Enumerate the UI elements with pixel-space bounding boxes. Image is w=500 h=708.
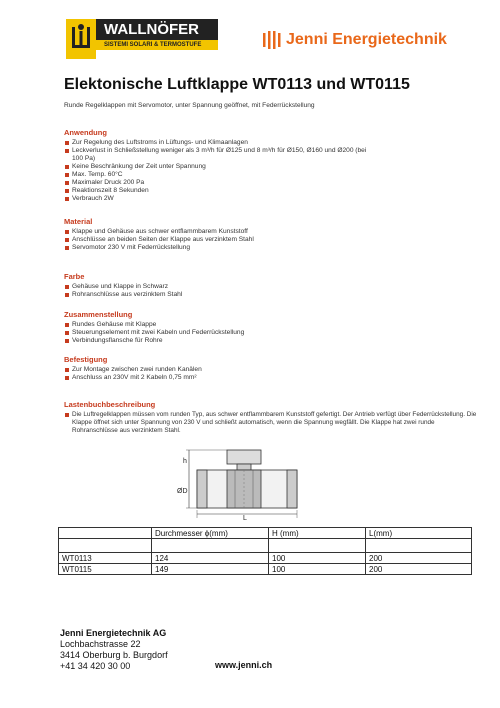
list-item: Rundes Gehäuse mit Klappe: [64, 321, 464, 329]
wallnoefer-emblem-icon: [66, 19, 96, 59]
list-item: Gehäuse und Klappe in Schwarz: [64, 283, 464, 291]
wallnoefer-tagline: SISTEMI SOLARI & TERMOSTUFE: [96, 40, 218, 50]
jenni-name: Jenni Energietechnik: [286, 31, 447, 48]
list-item: Servomotor 230 V mit Federrückstellung: [64, 244, 464, 252]
list-item: Rohranschlüsse aus verzinktem Stahl: [64, 291, 464, 299]
jenni-logo: [262, 28, 467, 52]
footer-street: Lochbachstrasse 22: [60, 639, 141, 649]
list-anwendung: [64, 139, 464, 203]
list-item: Zur Montage zwischen zwei runden Kanälen: [64, 366, 464, 374]
table-header: [59, 528, 152, 539]
table-header: H (mm): [269, 528, 366, 539]
footer-phone: +41 34 420 30 00: [60, 661, 131, 671]
list-item: Anschlüsse an beiden Seiten der Klappe aus verzinktem Stahl: [64, 236, 464, 244]
heading-lastenbuch: Lastenbuchbeschreibung: [64, 400, 156, 409]
list-item: Reaktionszeit 8 Sekunden: [64, 187, 464, 195]
heading-farbe: Farbe: [64, 272, 85, 281]
heading-befestigung: Befestigung: [64, 355, 108, 364]
wallnoefer-name: WALLNÖFER: [96, 19, 218, 40]
intro-text: Runde Regelklappen mit Servomotor, unter Spannung geöffnet, mit Federrückstellung: [64, 102, 315, 109]
label-d: ØD: [177, 488, 188, 495]
table-row: [59, 564, 472, 575]
list-item: Maximaler Druck 200 Pa: [64, 179, 464, 187]
jenni-emblem-icon: [262, 28, 282, 52]
table-cell: 100: [269, 553, 366, 564]
heading-material: Material: [64, 217, 93, 226]
list-item: Zur Regelung des Luftstroms in Lüftungs- und Klimaanlagen: [64, 139, 464, 147]
table-header: Durchmesser ϕ(mm): [152, 528, 269, 539]
label-h: h: [183, 458, 187, 465]
footer-website-link[interactable]: www.jenni.ch: [215, 660, 273, 670]
table-header-row: [59, 528, 472, 539]
wallnoefer-logo: [66, 19, 218, 59]
list-item: Keine Beschränkung der Zeit unter Spannung: [64, 163, 464, 171]
label-l: L: [243, 515, 247, 520]
list-item: Leckverlust in Schließstellung weniger als 3 m³/h für Ø125 und 8 m³/h für Ø150, Ø160 und Ø200 (bei 100 Pa): [64, 147, 372, 163]
table-cell: 200: [366, 564, 472, 575]
list-befestigung: [64, 366, 464, 382]
table-spacer-row: [59, 539, 472, 553]
list-zusammenstellung: [64, 321, 464, 345]
table-header: L(mm): [366, 528, 472, 539]
list-item: Verbindungsflansche für Rohre: [64, 337, 464, 345]
list-item: Die Luftregelklappen müssen vom runden Typ, aus schwer entflammbarem Kunststoff gefertigt. Der Antrieb verfügt über Federrückstellung. Die Klappe öffnet sich unter Spannung von 230 V und schließt automatisch, wenn die Spannung wegfällt. Die Klappe hat zwei runde Rohranschlüsse aus verzinktem Stahl.: [64, 411, 480, 435]
list-material: [64, 228, 464, 252]
table-row: [59, 553, 472, 564]
heading-zusammenstellung: Zusammenstellung: [64, 310, 133, 319]
table-cell: WT0115: [59, 564, 152, 575]
footer-company: Jenni Energietechnik AG: [60, 628, 167, 638]
list-item: Steuerungselement mit zwei Kabeln und Federrückstellung: [64, 329, 464, 337]
list-lastenbuch: [64, 411, 480, 435]
footer-city: 3414 Oberburg b. Burgdorf: [60, 650, 168, 660]
damper-diagram: [175, 448, 325, 520]
table-cell: WT0113: [59, 553, 152, 564]
table-cell: 124: [152, 553, 269, 564]
page-title: Elektonische Luftklappe WT0113 und WT0115: [64, 76, 410, 93]
list-item: Verbrauch 2W: [64, 195, 464, 203]
list-farbe: [64, 283, 464, 299]
table-cell: 200: [366, 553, 472, 564]
table-cell: 100: [269, 564, 366, 575]
heading-anwendung: Anwendung: [64, 128, 107, 137]
list-item: Max. Temp. 60°C: [64, 171, 464, 179]
list-item: Klappe und Gehäuse aus schwer entflammbarem Kunststoff: [64, 228, 464, 236]
list-item: Anschluss an 230V mit 2 Kabeln 0,75 mm²: [64, 374, 464, 382]
spec-table: [58, 527, 472, 575]
table-cell: 149: [152, 564, 269, 575]
